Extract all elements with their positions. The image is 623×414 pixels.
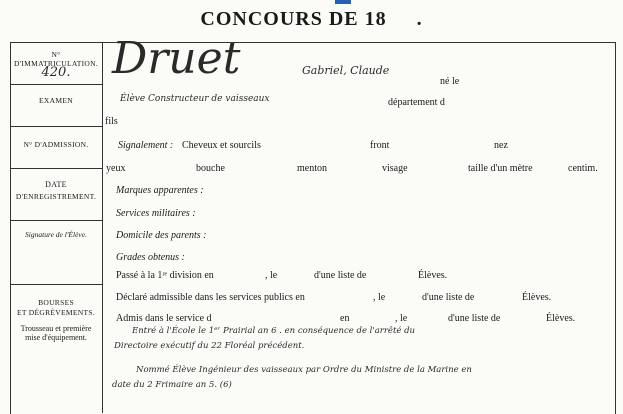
passe-eleves-label: Élèves. xyxy=(418,270,448,281)
sidebar-column xyxy=(10,42,103,413)
bourses-label: BOURSES xyxy=(38,298,74,307)
fils-label: fils xyxy=(105,116,118,127)
declare-label: Déclaré admissible dans les services publics en xyxy=(116,292,305,303)
note-line-2: Directoire exécutif du 22 Floréal précédent. xyxy=(114,341,305,351)
enregistrement-label: D'ENREGISTREMENT. xyxy=(15,192,97,201)
status-handwriting: Élève Constructeur de vaisseaux xyxy=(120,94,270,104)
ne-le-label: né le xyxy=(440,76,460,87)
menton-label: menton xyxy=(297,163,327,174)
trousseau-label: Trousseau et première xyxy=(20,324,92,333)
declare-eleves-label: Élèves. xyxy=(522,292,552,303)
passe-le-label: , le xyxy=(265,270,278,281)
admis-label: Admis dans le service d xyxy=(116,313,212,324)
domicile-label: Domicile des parents : xyxy=(116,230,207,241)
declare-le-label: , le xyxy=(373,292,386,303)
visage-label: visage xyxy=(382,163,408,174)
bourses-cell xyxy=(10,284,102,413)
admission-cell xyxy=(10,126,102,169)
matricule-value: 420. xyxy=(41,65,71,80)
yeux-label: yeux xyxy=(106,163,126,174)
grades-label: Grades obtenus : xyxy=(116,252,185,263)
bouche-label: bouche xyxy=(196,163,225,174)
matricule-cell xyxy=(10,42,102,85)
centim-label: centim. xyxy=(568,163,598,174)
admis-eleves-label: Élèves. xyxy=(546,313,576,324)
passe-liste-label: d'une liste de xyxy=(314,270,367,281)
services-label: Services militaires : xyxy=(116,208,196,219)
surname-handwriting: Druet xyxy=(112,33,241,84)
examen-cell xyxy=(10,84,102,127)
front-label: front xyxy=(370,140,390,151)
admis-le-label: , le xyxy=(395,313,408,324)
page-title: CONCOURS DE 18 . xyxy=(200,8,423,30)
signalement-label: Signalement : xyxy=(118,140,174,151)
admis-liste-label: d'une liste de xyxy=(448,313,501,324)
marques-label: Marques apparentes : xyxy=(116,185,204,196)
note-line-4: date du 2 Frimaire an 5. (6) xyxy=(112,380,232,390)
blue-edge-mark xyxy=(335,0,351,4)
note-line-1: Entré à l'École le 1ᵉʳ Prairial an 6 . en conséquence de l'arrêté du xyxy=(132,326,416,336)
signature-cell xyxy=(10,220,102,285)
departement-label: département d xyxy=(388,97,445,108)
passe-label: Passé à la 1ʳᵉ division en xyxy=(116,270,214,281)
nez-label: nez xyxy=(494,140,508,151)
firstnames-handwriting: Gabriel, Claude xyxy=(302,64,390,77)
matricule-label: N° D'IMMATRICULATION. xyxy=(13,50,99,68)
declare-liste-label: d'une liste de xyxy=(422,292,475,303)
degrevements-label: ET DÉGRÈVEMENTS. xyxy=(17,308,95,317)
note-line-3: Nommé Élève Ingénieur des vaisseaux par Ordre du Ministre de la Marine en xyxy=(136,365,472,375)
signature-label: Signature de l'Élève. xyxy=(25,230,87,239)
taille-label: taille d'un mètre xyxy=(468,163,533,174)
cheveux-label: Cheveux et sourcils xyxy=(182,140,261,151)
date-cell xyxy=(10,168,102,221)
admis-en-label: en xyxy=(340,313,350,324)
examen-label: EXAMEN xyxy=(39,96,73,105)
date-label: DATE xyxy=(45,180,67,189)
mise-label: mise d'équipement. xyxy=(25,333,87,342)
admission-label: N° D'ADMISSION. xyxy=(23,140,89,149)
